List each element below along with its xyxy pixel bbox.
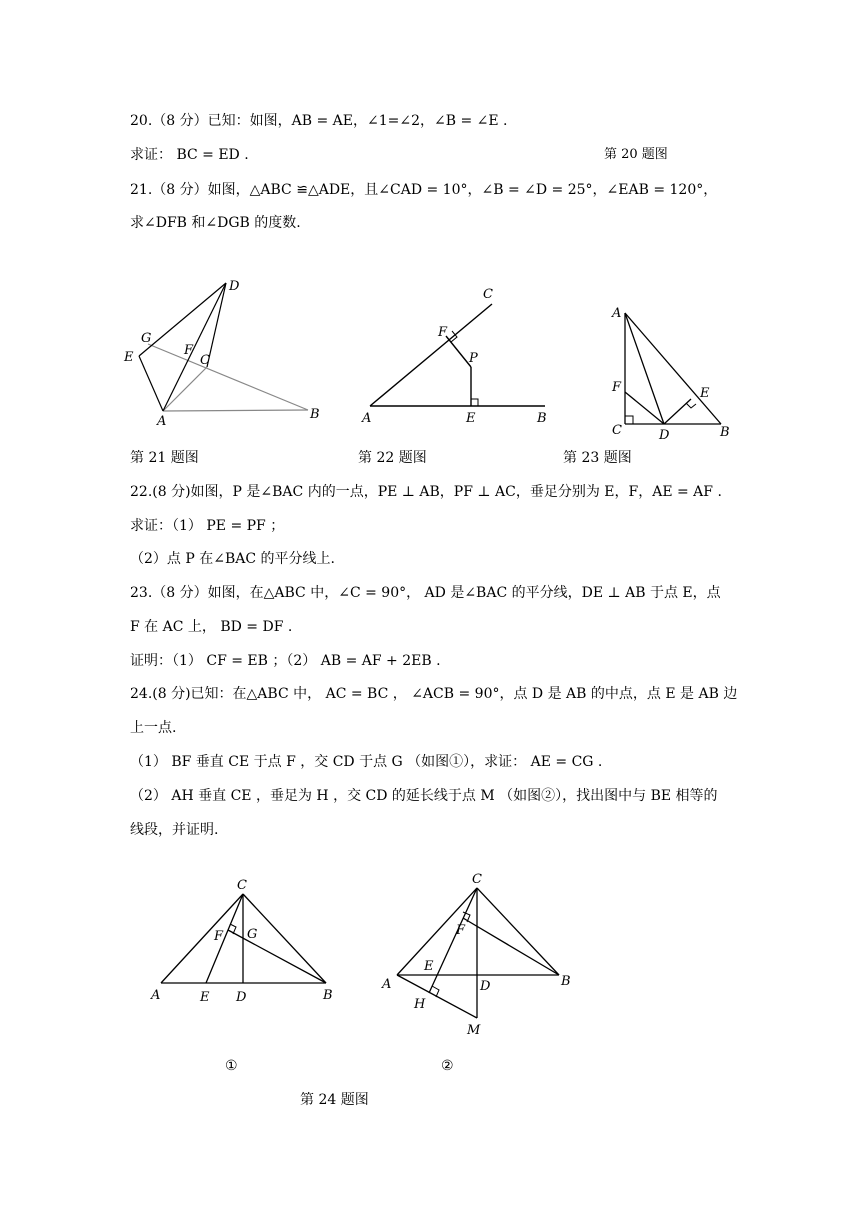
figure-22-caption: 第 22 题图 bbox=[358, 450, 427, 466]
problem-22-line-3: （2）点 P 在∠BAC 的平分线上. bbox=[130, 551, 335, 567]
fig22-label-B: B bbox=[537, 411, 547, 426]
fig23-label-C: C bbox=[612, 423, 622, 438]
fig21-label-E: E bbox=[124, 350, 134, 365]
problem-24-line-5: 线段，并证明. bbox=[130, 822, 219, 838]
fig24a-label-D: D bbox=[236, 990, 247, 1005]
problem-22-line-2: 求证：（1） PE = PF ； bbox=[130, 518, 285, 534]
fig24a-label-G: G bbox=[247, 927, 258, 942]
fig24a-label-A: A bbox=[151, 988, 161, 1003]
figure-23-caption: 第 23 题图 bbox=[563, 450, 632, 466]
fig23-label-F: F bbox=[612, 380, 622, 395]
fig24a-label-C: C bbox=[237, 878, 247, 893]
fig24b-seg-AM bbox=[397, 975, 477, 1018]
fig21-label-B: B bbox=[310, 407, 320, 422]
fig24b-seg-CB bbox=[477, 888, 559, 975]
problem-21-line-1: 21.（8 分）如图，△ABC ≌△ADE，且∠CAD = 10°，∠B = ∠D = 25°，∠EAB = 120°， bbox=[130, 182, 718, 198]
fig24b-label-E: E bbox=[424, 959, 434, 974]
fig24b-label-M: M bbox=[467, 1023, 481, 1038]
fig22-label-E: E bbox=[466, 411, 476, 426]
problem-21-line-2: 求∠DFB 和∠DGB 的度数. bbox=[130, 215, 301, 231]
figure-21-caption: 第 21 题图 bbox=[130, 450, 199, 466]
fig22-label-F: F bbox=[438, 325, 448, 340]
fig23-label-E: E bbox=[700, 386, 710, 401]
fig22-label-C: C bbox=[483, 287, 493, 302]
figure-24-caption: 第 24 题图 bbox=[300, 1092, 369, 1108]
figure-24-1-marker: ① bbox=[225, 1058, 238, 1074]
fig22-label-P: P bbox=[469, 351, 478, 366]
fig24b-label-C: C bbox=[472, 872, 482, 887]
problem-24-line-3: （1） BF 垂直 CE 于点 F ，交 CD 于点 G （如图①），求证： AE = CG . bbox=[130, 754, 603, 770]
figure-24-2-marker: ② bbox=[441, 1058, 454, 1074]
fig23-label-B: B bbox=[720, 425, 730, 440]
fig23-label-A: A bbox=[612, 306, 622, 321]
fig24b-label-B: B bbox=[561, 974, 571, 989]
figure-20-caption: 第 20 题图 bbox=[604, 147, 668, 162]
fig24a-label-E: E bbox=[200, 990, 210, 1005]
fig21-label-A: A bbox=[157, 414, 167, 429]
problem-20-line-1: 20.（8 分）已知：如图，AB = AE，∠1=∠2，∠B = ∠E . bbox=[130, 113, 508, 129]
fig24b-seg-CH bbox=[429, 888, 477, 993]
problem-20-line-2: 求证： BC = ED . bbox=[130, 147, 249, 163]
fig21-label-D: D bbox=[229, 279, 240, 294]
problem-23-line-1: 23.（8 分）如图，在△ABC 中，∠C = 90°， AD 是∠BAC 的平分线，DE ⊥ AB 于点 E，点 bbox=[130, 585, 721, 601]
fig24a-label-F: F bbox=[214, 929, 224, 944]
problem-24-line-2: 上一点. bbox=[130, 720, 177, 736]
problem-24-line-4: （2） AH 垂直 CE ，垂足为 H ，交 CD 的延长线于点 M （如图②），找出图中与 BE 相等的 bbox=[130, 788, 718, 804]
problem-23-line-2: F 在 AC 上， BD = DF . bbox=[130, 619, 293, 635]
fig22-label-A: A bbox=[362, 411, 372, 426]
problem-22-line-1: 22.(8 分)如图，P 是∠BAC 内的一点，PE ⊥ AB，PF ⊥ AC，垂足分别为 E，F，AE = AF . bbox=[130, 484, 722, 500]
fig24b-label-H: H bbox=[414, 997, 426, 1012]
fig23-label-D: D bbox=[659, 428, 670, 443]
problem-24-line-1: 24.(8 分)已知：在△ABC 中， AC = BC ， ∠ACB = 90°，点 D 是 AB 的中点，点 E 是 AB 边 bbox=[130, 686, 738, 702]
fig24b-label-A: A bbox=[382, 977, 392, 992]
problem-23-line-3: 证明：（1） CF = EB ；（2） AB = AF + 2EB . bbox=[130, 653, 441, 669]
fig24b-label-D: D bbox=[480, 979, 491, 994]
fig24b-label-F: F bbox=[456, 923, 466, 938]
fig21-label-C: C bbox=[200, 353, 210, 368]
fig21-label-F: F bbox=[184, 343, 194, 358]
fig21-label-G: G bbox=[141, 331, 152, 346]
fig24a-label-B: B bbox=[323, 988, 333, 1003]
